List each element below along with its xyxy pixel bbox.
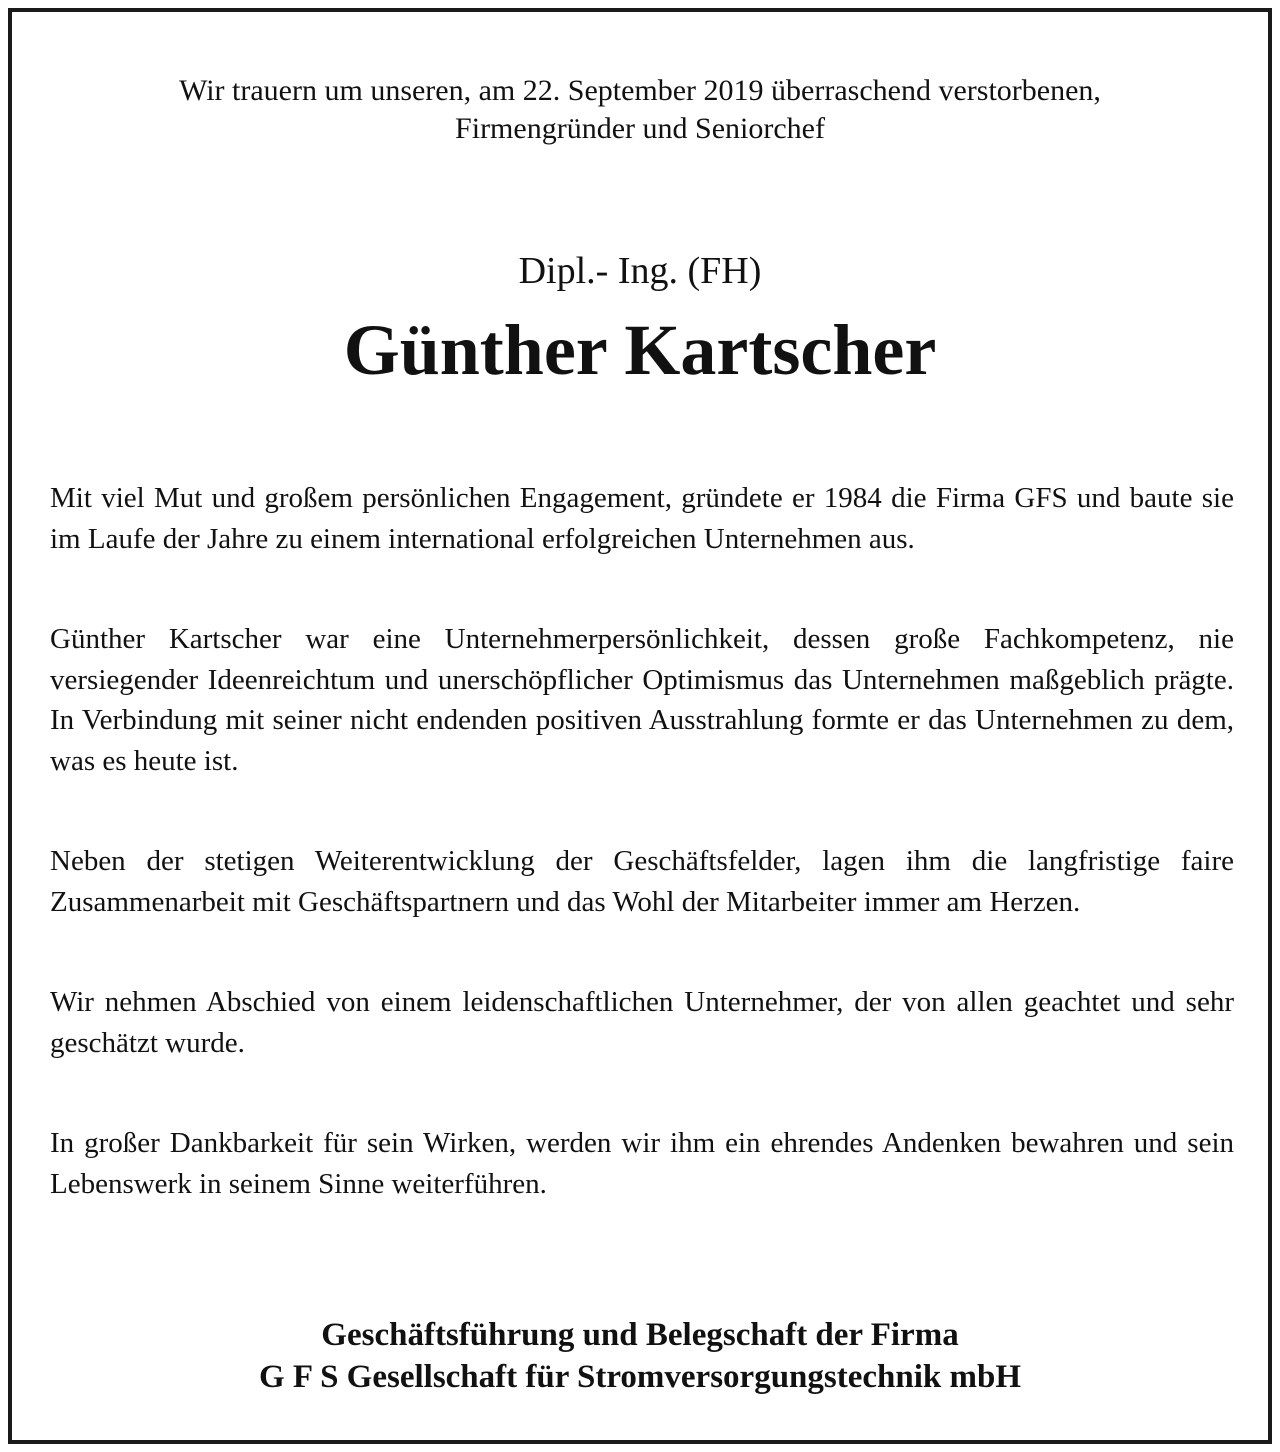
intro-line-1: Wir trauern um unseren, am 22. September 2019 überraschend verstorbenen, [179,74,1101,107]
signature-line-2: G F S Gesellschaft für Stromversorgungstechnik mbH [258,1359,1022,1395]
intro-line-2: Firmengründer und Seniorchef [455,112,825,145]
intro-text [12,72,1268,148]
obituary-body [50,478,1234,1204]
paragraph-4: Wir nehmen Abschied von einem leidenschaftlichen Unternehmer, der von allen geachtet und sehr geschätzt wurde. [50,986,1234,1059]
paragraph-1: Mit viel Mut und großem persönlichen Engagement, gründete er 1984 die Firma GFS und baute sie im Laufe der Jahre zu einem international erfolgreichen Unternehmen aus. [50,482,1234,555]
paragraph-3: Neben der stetigen Weiterentwicklung der Geschäftsfelder, lagen ihm die langfristige faire Zusammenarbeit mit Geschäftspartnern und das Wohl der Mitarbeiter immer am Herzen. [50,845,1234,918]
obituary-content [12,12,1268,1440]
paragraph-5: In großer Dankbarkeit für sein Wirken, werden wir ihm ein ehrendes Andenken bewahren und sein Lebenswerk in seinem Sinne weiterführen. [50,1127,1234,1200]
obituary-frame [8,8,1272,1444]
signature-line-1: Geschäftsführung und Belegschaft der Firma [321,1317,959,1353]
deceased-name: Günther Kartscher [343,310,937,390]
signature-block [12,1314,1268,1398]
academic-title: Dipl.- Ing. (FH) [518,250,762,292]
paragraph-2: Günther Kartscher war eine Unternehmerpersönlichkeit, dessen große Fachkompetenz, nie versiegender Ideenreichtum und unerschöpflicher Optimismus das Unternehmen maßgeblich prägte. In Verbindung mit seiner nicht endenden positiven Ausstrahlung formte er das Unternehmen zu dem, was es heute ist. [50,623,1234,777]
